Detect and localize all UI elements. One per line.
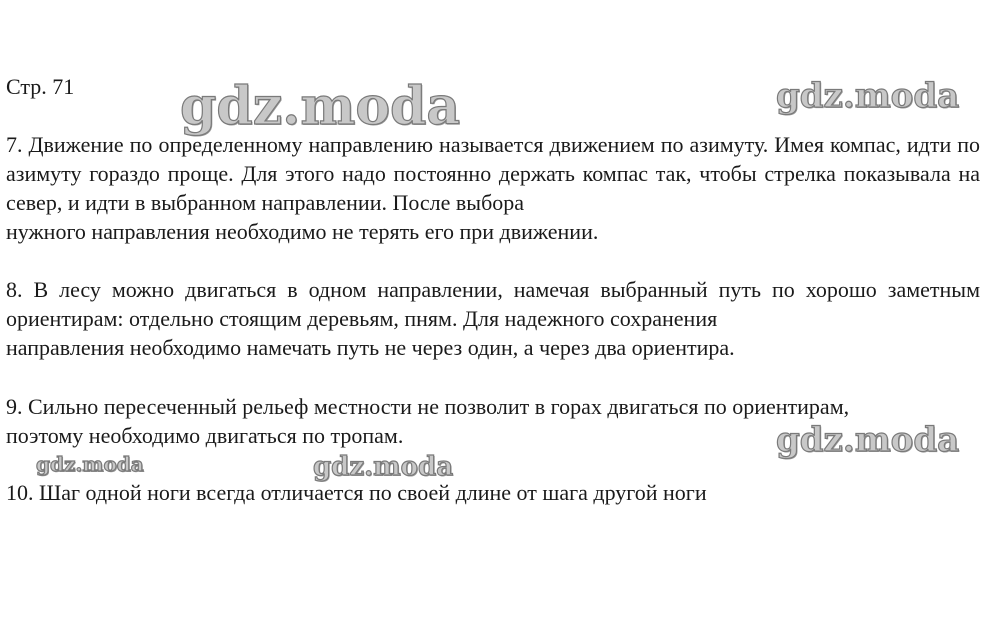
answer-paragraph-9-last-line: поэтому необходимо двигаться по тропам. [6, 423, 404, 448]
answer-paragraph-8-last-line: направления необходимо намечать путь не через один, а через два ориентира. [6, 335, 735, 360]
watermark-logo: gdz.moda [776, 420, 960, 460]
watermark-logo: gdz.moda [180, 76, 461, 137]
answer-paragraph-9-text: 9. Сильно пересеченный рельеф местности не позволит в горах двигаться по ориентирам, [6, 394, 850, 419]
answer-paragraph-9 [6, 392, 980, 450]
watermark-logo: gdz.moda [313, 452, 454, 482]
answer-paragraph-8 [6, 275, 980, 362]
answer-paragraph-8-text: 8. В лесу можно двигаться в одном направлении, намечая выбранный путь по хорошо заметным ориентирам: отдельно стоящим деревьям, пням. Для надежного сохранения [6, 277, 980, 331]
answer-paragraph-10: 10. Шаг одной ноги всегда отличается по своей длине от шага другой ноги [6, 480, 707, 505]
watermark-logo: gdz.moda [36, 452, 144, 476]
answer-paragraph-7-text: 7. Движение по определенному направлению называется движением по азимуту. Имея компас, идти по азимуту гораздо проще. Для этого надо постоянно держать компас так, чтобы стрелка показывала на север, и идти в выбранном направлении. После выбора [6, 132, 980, 215]
watermark-logo: gdz.moda [776, 76, 960, 116]
answer-paragraph-7-last-line: нужного направления необходимо не терять его при движении. [6, 219, 599, 244]
answer-paragraph-7 [6, 130, 980, 246]
page-number-label: Стр. 71 [6, 74, 75, 99]
